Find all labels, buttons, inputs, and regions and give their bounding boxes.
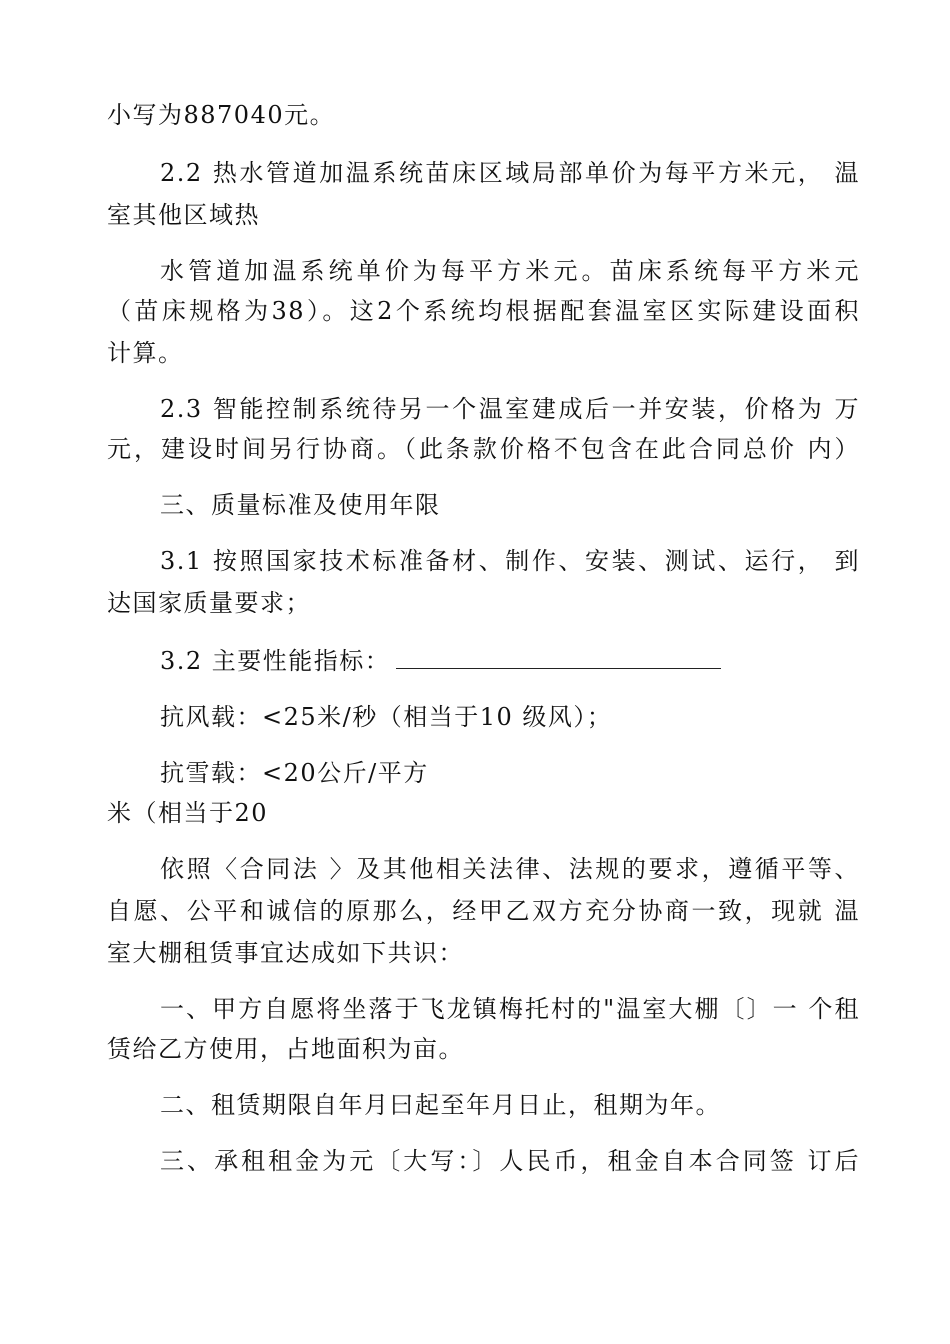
section-heading: 三、质量标准及使用年限 [160,491,441,519]
text-line: 依照〈合同法 〉及其他相关法律、法规的要求，遵循平等、 [160,855,860,883]
performance-label: 3.2 主要性能指标： [160,647,391,675]
text-line: （苗床规格为38）。这2个系统均根据配套温室区实际建设面积 [107,297,860,325]
text-line: 3.1 按照国家技术标准备材、制作、安装、测试、运行， 到 [160,547,860,575]
text-line: 三、承租租金为元〔大写：〕人民币，租金自本合同签 订后 [160,1147,860,1175]
text-line: 二、租赁期限自年月曰起至年月日止，租期为年。 [160,1091,721,1119]
text-line: 自愿、公平和诚信的原那么，经甲乙双方充分协商一致，现就 温 [107,897,860,925]
text-line: 赁给乙方使用，占地面积为亩。 [107,1035,464,1063]
text-line: 室大棚租赁事宜达成如下共识： [107,939,464,967]
text-line: 元，建设时间另行协商。（此条款价格不包含在此合同总价 内） [107,435,860,463]
text-line: 2.2 热水管道加温系统苗床区域局部单价为每平方米元， 温 [160,159,860,187]
text-line: 抗雪载：<20公斤/平方 [160,759,429,787]
text-line: 一、甲方自愿将坐落于飞龙镇梅托村的"温室大棚〔〕一 个租 [160,995,860,1023]
text-line [160,646,721,676]
text-line: 水管道加温系统单价为每平方米元。苗床系统每平方米元 [160,257,860,285]
text-line: 室其他区域热 [107,201,260,229]
text-line: 抗风载：<25米/秒（相当于10 级风）； [160,703,613,731]
text-line: 小写为887040元。 [107,101,336,129]
text-line: 计算。 [107,339,184,367]
text-line: 米（相当于20 [107,799,269,827]
fill-in-blank [396,648,721,669]
text-line: 2.3 智能控制系统待另一个温室建成后一并安装，价格为 万 [160,395,860,423]
text-line: 达国家质量要求； [107,589,311,617]
